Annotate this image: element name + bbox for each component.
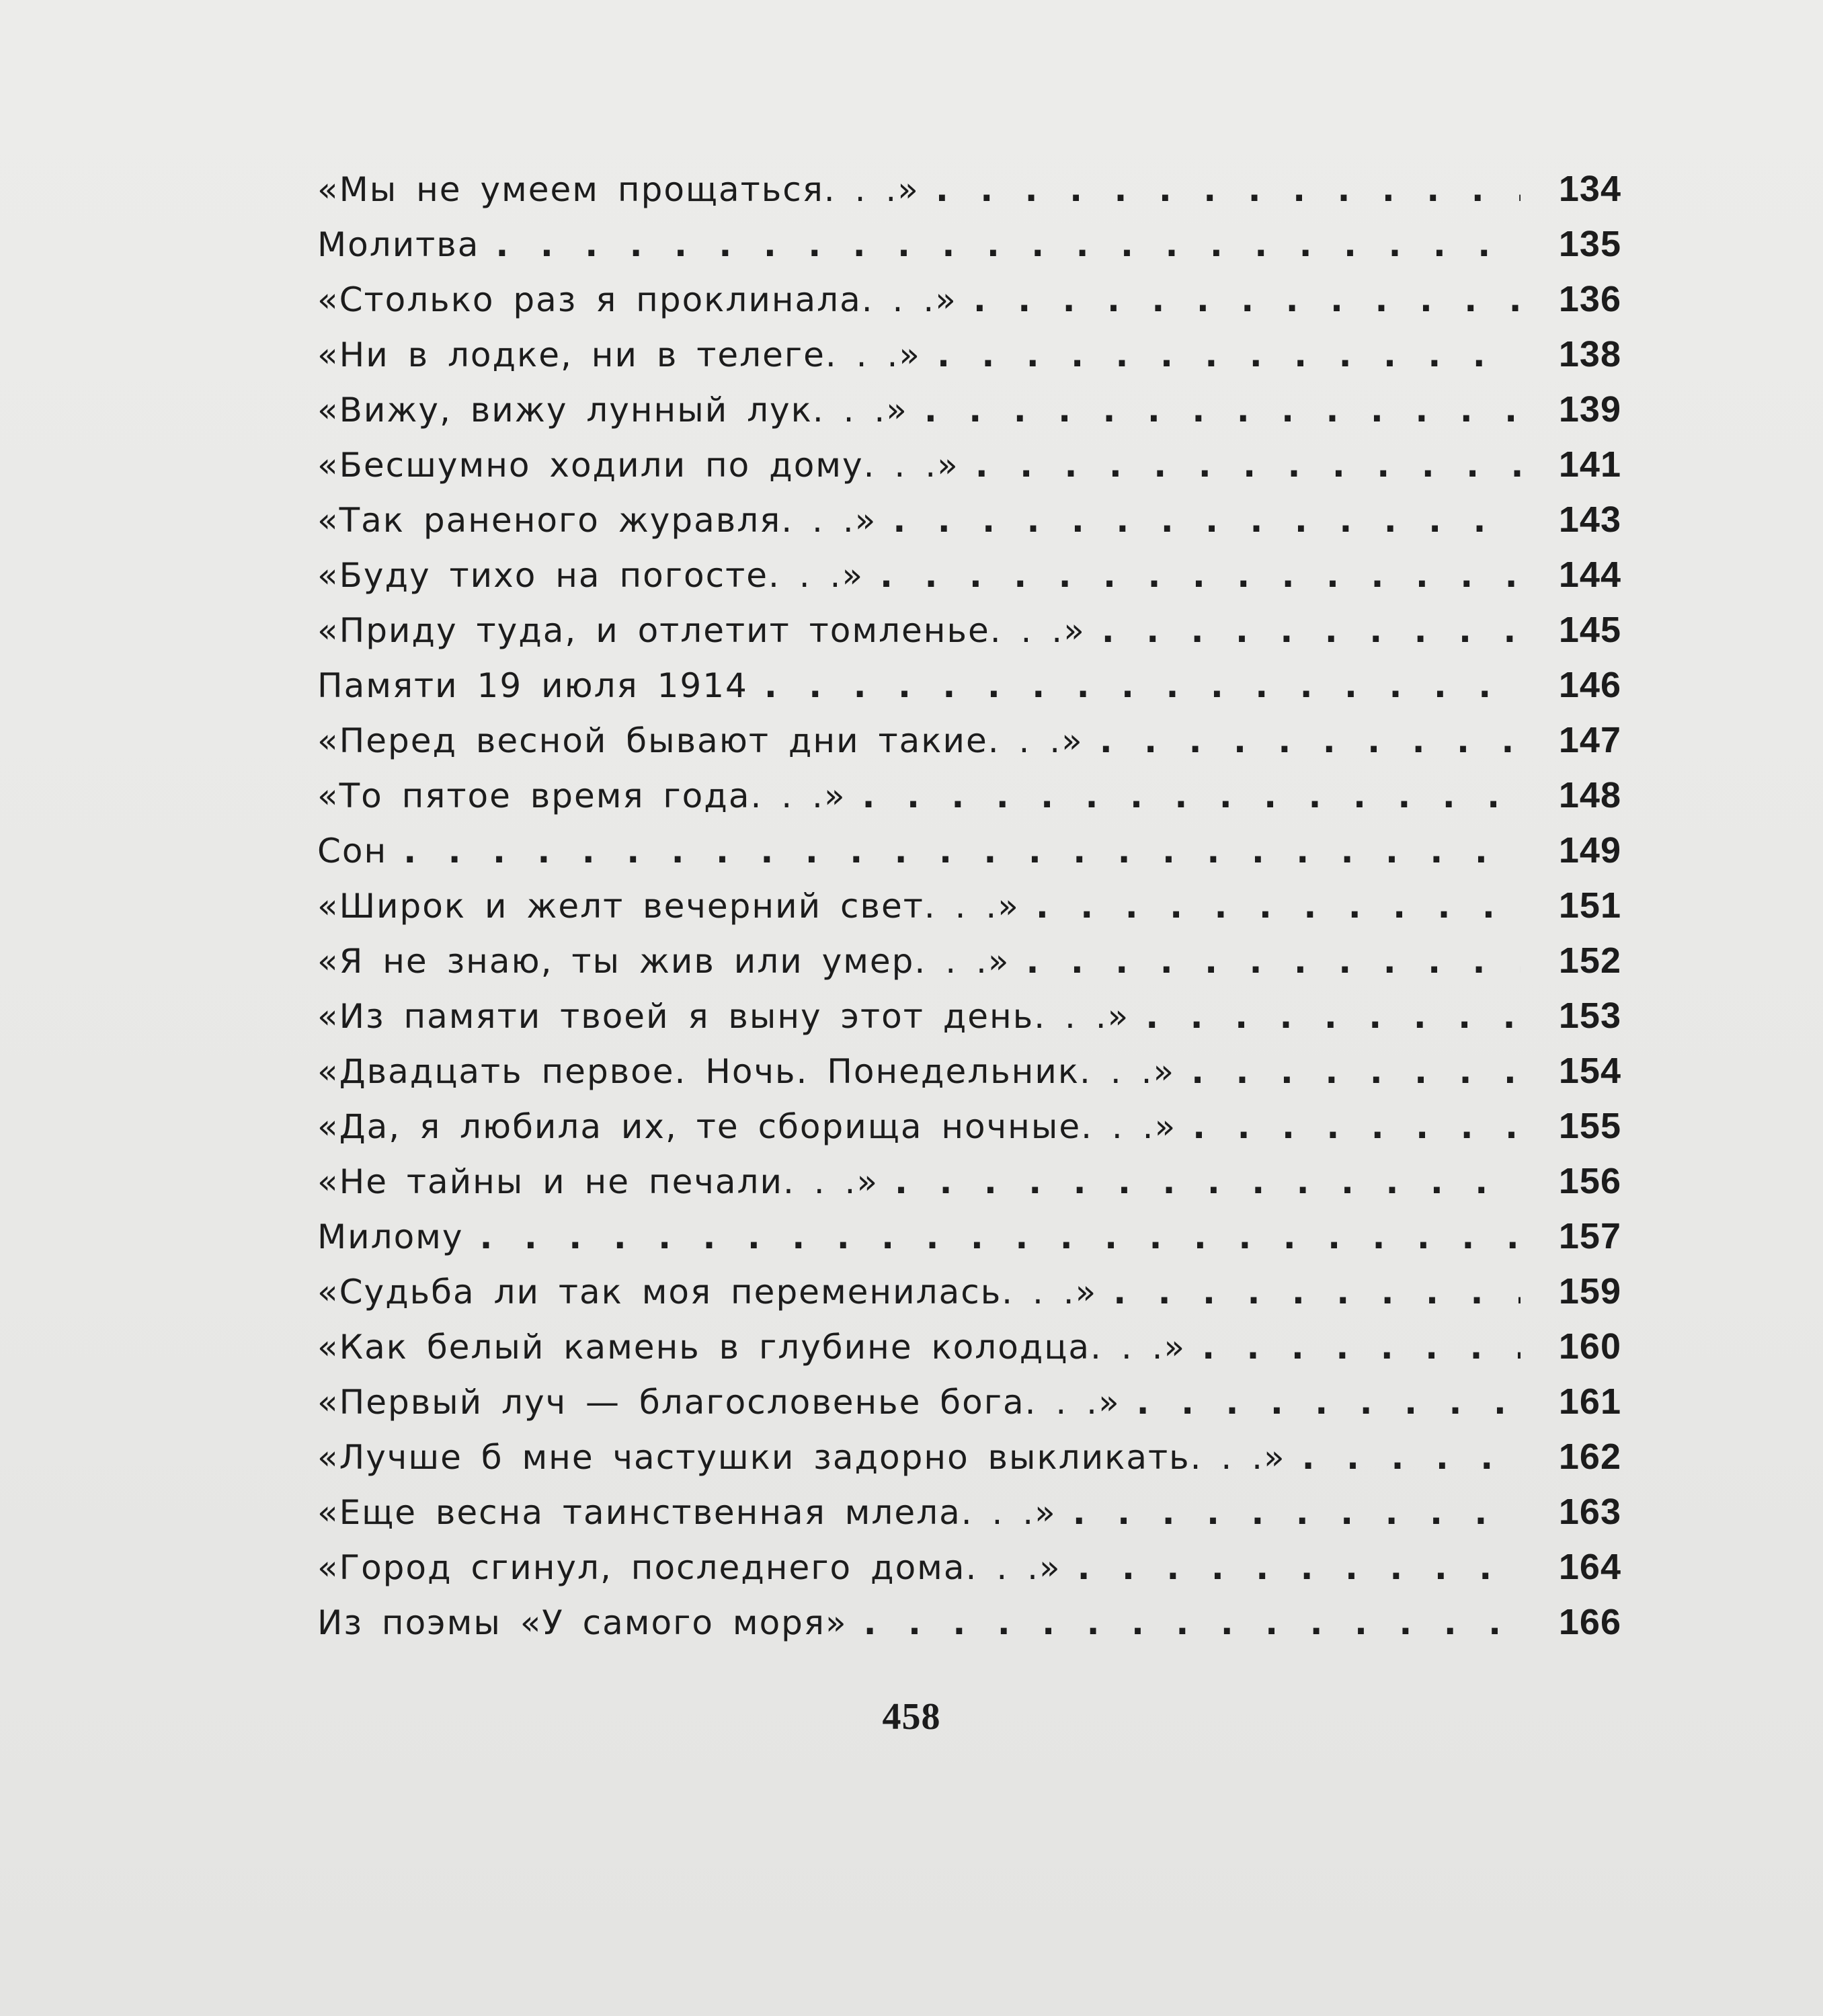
dot-leader	[1202, 1330, 1521, 1364]
toc-entry-title: «Первый луч — благословенье бога. . .»	[317, 1383, 1121, 1422]
toc-entry-page: 149	[1558, 830, 1621, 871]
toc-entry-page: 166	[1558, 1602, 1621, 1642]
toc-entry	[317, 1215, 1621, 1271]
dot-leader	[862, 779, 1521, 813]
dot-leader	[924, 393, 1521, 427]
toc-entry-page: 159	[1558, 1271, 1621, 1312]
toc-entry	[317, 1601, 1621, 1656]
toc-entry	[317, 1381, 1621, 1436]
toc-entry-title: Сон	[317, 832, 388, 871]
toc-entry	[317, 774, 1621, 830]
toc-entry	[317, 1050, 1621, 1105]
dot-leader	[1137, 1385, 1521, 1419]
toc-entry	[317, 554, 1621, 609]
toc-entry	[317, 168, 1621, 223]
toc-entry-page: 146	[1558, 665, 1621, 705]
toc-entry	[317, 1436, 1621, 1491]
toc-entry	[317, 1546, 1621, 1601]
toc-entry	[317, 1491, 1621, 1546]
toc-entry-title: «Буду тихо на погосте. . .»	[317, 556, 864, 595]
toc-entry	[317, 1271, 1621, 1326]
toc-entry-title: «Мы не умеем прощаться. . .»	[317, 170, 920, 209]
dot-leader	[1102, 614, 1521, 647]
toc-entry-title: «Лучше б мне частушки задорно выкликать. . .»	[317, 1438, 1286, 1477]
dot-leader	[937, 338, 1521, 372]
toc-entry-title: «Столько раз я проклинала. . .»	[317, 280, 957, 319]
toc-entry	[317, 940, 1621, 995]
dot-leader	[1302, 1441, 1521, 1474]
dot-leader	[1100, 724, 1521, 758]
dot-leader	[1036, 889, 1521, 923]
toc-entry-page: 136	[1558, 279, 1621, 319]
dot-leader	[480, 1220, 1521, 1254]
toc-entry-title: «Ни в лодке, ни в телеге. . .»	[317, 335, 921, 374]
toc-entry-page: 155	[1558, 1106, 1621, 1146]
toc-entry	[317, 333, 1621, 389]
toc-entry-page: 156	[1558, 1161, 1621, 1201]
dot-leader	[1191, 1055, 1521, 1088]
toc-entry-title: Милому	[317, 1217, 464, 1256]
toc-entry	[317, 830, 1621, 885]
toc-entry-title: «Как белый камень в глубине колодца. . .»	[317, 1328, 1186, 1367]
dot-leader	[975, 448, 1521, 482]
toc-entry	[317, 1326, 1621, 1381]
toc-entry-title: «Двадцать первое. Ночь. Понедельник. . .»	[317, 1052, 1176, 1091]
toc-entry-page: 164	[1558, 1547, 1621, 1587]
toc-entry	[317, 664, 1621, 719]
toc-entry	[317, 995, 1621, 1050]
dot-leader	[893, 503, 1521, 537]
dot-leader	[895, 1165, 1521, 1199]
toc-entry	[317, 444, 1621, 499]
toc-entry-title: Памяти 19 июля 1914	[317, 666, 748, 705]
toc-entry	[317, 719, 1621, 774]
toc-entry	[317, 389, 1621, 444]
toc-entry-page: 160	[1558, 1326, 1621, 1367]
page-number: 458	[882, 1696, 941, 1738]
table-of-contents	[317, 168, 1621, 1656]
toc-entry-page: 135	[1558, 224, 1621, 264]
dot-leader	[495, 228, 1521, 261]
toc-entry-title: «Не тайны и не печали. . .»	[317, 1162, 879, 1201]
toc-entry-page: 143	[1558, 499, 1621, 540]
toc-entry-page: 152	[1558, 940, 1621, 981]
dot-leader	[936, 173, 1521, 206]
toc-entry	[317, 278, 1621, 333]
toc-entry	[317, 885, 1621, 940]
toc-entry-title: «Из памяти твоей я выну этот день. . .»	[317, 997, 1130, 1036]
toc-entry-title: «Бесшумно ходили по дому. . .»	[317, 446, 959, 485]
toc-entry-title: «Вижу, вижу лунный лук. . .»	[317, 391, 908, 430]
dot-leader	[1073, 1496, 1521, 1529]
toc-entry-page: 141	[1558, 444, 1621, 485]
toc-entry-page: 134	[1558, 169, 1621, 209]
toc-entry	[317, 499, 1621, 554]
toc-entry-title: «Еще весна таинственная млела. . .»	[317, 1493, 1057, 1532]
toc-entry	[317, 609, 1621, 664]
toc-entry-page: 163	[1558, 1492, 1621, 1532]
toc-entry-title: «Приду туда, и отлетит томленье. . .»	[317, 611, 1086, 650]
toc-entry-page: 161	[1558, 1381, 1621, 1422]
toc-entry-title: «Перед весной бывают дни такие. . .»	[317, 721, 1084, 760]
dot-leader	[864, 1606, 1521, 1640]
toc-entry-page: 148	[1558, 775, 1621, 815]
dot-leader	[764, 669, 1521, 702]
dot-leader	[403, 834, 1521, 868]
dot-leader	[880, 559, 1521, 592]
toc-entry-page: 154	[1558, 1051, 1621, 1091]
toc-entry	[317, 223, 1621, 278]
toc-entry-title: «Город сгинул, последнего дома. . .»	[317, 1548, 1061, 1587]
toc-entry-page: 157	[1558, 1216, 1621, 1256]
dot-leader	[1078, 1551, 1521, 1584]
dot-leader	[1145, 1000, 1521, 1033]
toc-entry	[317, 1160, 1621, 1215]
toc-entry-title: «Судьба ли так моя переменилась. . .»	[317, 1273, 1098, 1312]
toc-entry-title: «Да, я любила их, те сборища ночные. . .»	[317, 1107, 1177, 1146]
toc-entry-page: 162	[1558, 1437, 1621, 1477]
dot-leader	[973, 283, 1521, 317]
toc-entry-page: 139	[1558, 389, 1621, 430]
dot-leader	[1026, 944, 1521, 978]
dot-leader	[1192, 1110, 1521, 1143]
toc-entry-page: 138	[1558, 334, 1621, 374]
toc-entry-page: 153	[1558, 996, 1621, 1036]
toc-entry-title: «Так раненого журавля. . .»	[317, 501, 877, 540]
toc-entry-title: Молитва	[317, 225, 480, 264]
toc-entry-title: «То пятое время года. . .»	[317, 776, 846, 815]
toc-entry-title: «Широк и желт вечерний свет. . .»	[317, 887, 1020, 926]
toc-entry-page: 147	[1558, 720, 1621, 760]
toc-entry-page: 144	[1558, 555, 1621, 595]
toc-entry-page: 151	[1558, 885, 1621, 926]
dot-leader	[1113, 1275, 1521, 1309]
toc-entry-title: «Я не знаю, ты жив или умер. . .»	[317, 942, 1010, 981]
toc-entry-title: Из поэмы «У самого моря»	[317, 1603, 848, 1642]
toc-entry	[317, 1105, 1621, 1160]
toc-entry-page: 145	[1558, 610, 1621, 650]
